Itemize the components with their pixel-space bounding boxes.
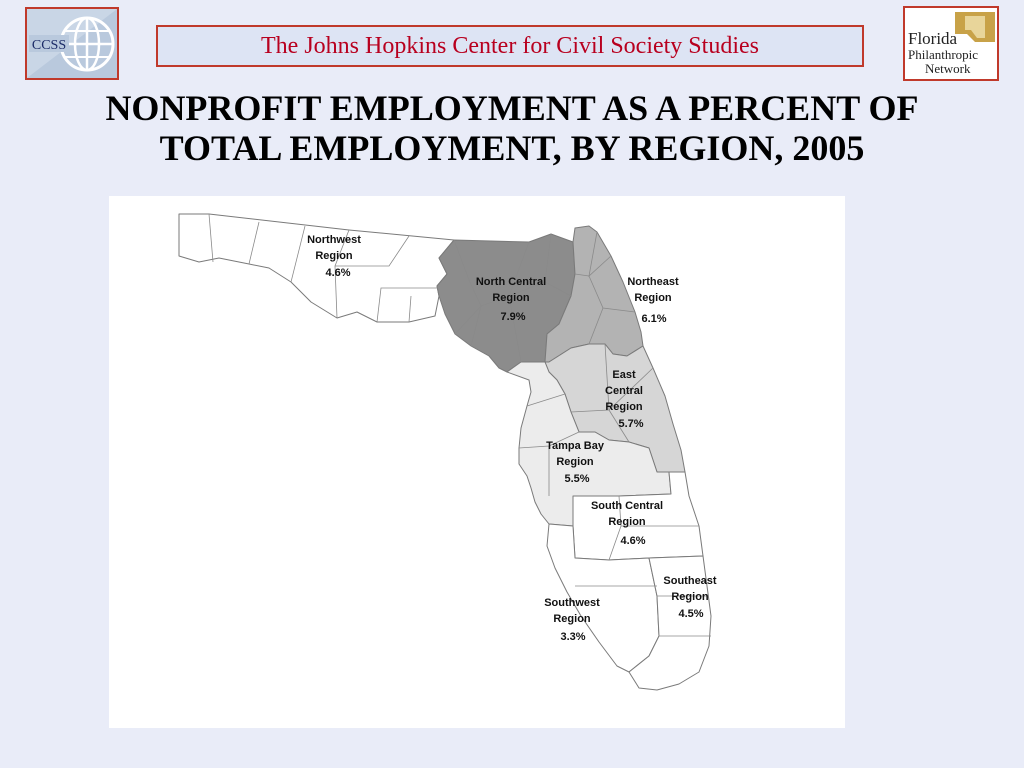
label-northwest-region: Region [315, 250, 353, 262]
label-southwest-value: 3.3% [560, 631, 586, 643]
label-tampa-bay-region: Region [556, 456, 594, 468]
label-east-central-name: East [612, 369, 636, 381]
ccss-logo-text: CCSS [31, 38, 67, 53]
label-northwest-value: 4.6% [325, 267, 351, 279]
label-northwest-name: Northwest [307, 234, 361, 246]
label-northeast-name: Northeast [627, 276, 679, 288]
label-tampa-bay-value: 5.5% [564, 473, 590, 485]
label-northeast-value: 6.1% [641, 313, 667, 325]
label-southwest-region: Region [553, 613, 591, 625]
florida-map [109, 196, 845, 728]
slide-title [0, 88, 1024, 168]
label-tampa-bay-name: Tampa Bay [546, 440, 604, 452]
title-line-2: TOTAL EMPLOYMENT, BY REGION, 2005 [159, 128, 865, 168]
region-northwest [179, 214, 454, 322]
label-east-central-value: 5.7% [618, 418, 644, 430]
title-line-1: NONPROFIT EMPLOYMENT AS A PERCENT OF [105, 88, 919, 128]
florida-regions-map [109, 196, 845, 728]
fpn-logo-line2: Philanthropic [908, 47, 979, 62]
fpn-logo-line1: Florida [908, 29, 958, 48]
label-south-central-name: South Central [590, 500, 664, 512]
fpn-logo [903, 6, 999, 81]
label-southeast-region: Region [671, 591, 709, 603]
label-southeast-name: Southeast [663, 575, 717, 587]
label-southeast-value: 4.5% [678, 608, 704, 620]
label-east-central-region: Region [605, 401, 643, 413]
label-east-central-central: Central [605, 385, 643, 397]
center-banner: The Johns Hopkins Center for Civil Society Studies [156, 25, 864, 67]
label-north-central-value: 7.9% [500, 311, 526, 323]
ccss-logo [25, 7, 119, 80]
label-southwest-name: Southwest [544, 597, 600, 609]
fpn-logo-line3: Network [925, 61, 971, 76]
label-north-central-name: North Central [475, 276, 547, 288]
florida-logo-icon [905, 8, 997, 79]
label-south-central-value: 4.6% [620, 535, 646, 547]
label-north-central-region: Region [492, 292, 530, 304]
globe-icon [27, 9, 117, 78]
label-south-central-region: Region [608, 516, 646, 528]
label-northeast-region: Region [634, 292, 672, 304]
